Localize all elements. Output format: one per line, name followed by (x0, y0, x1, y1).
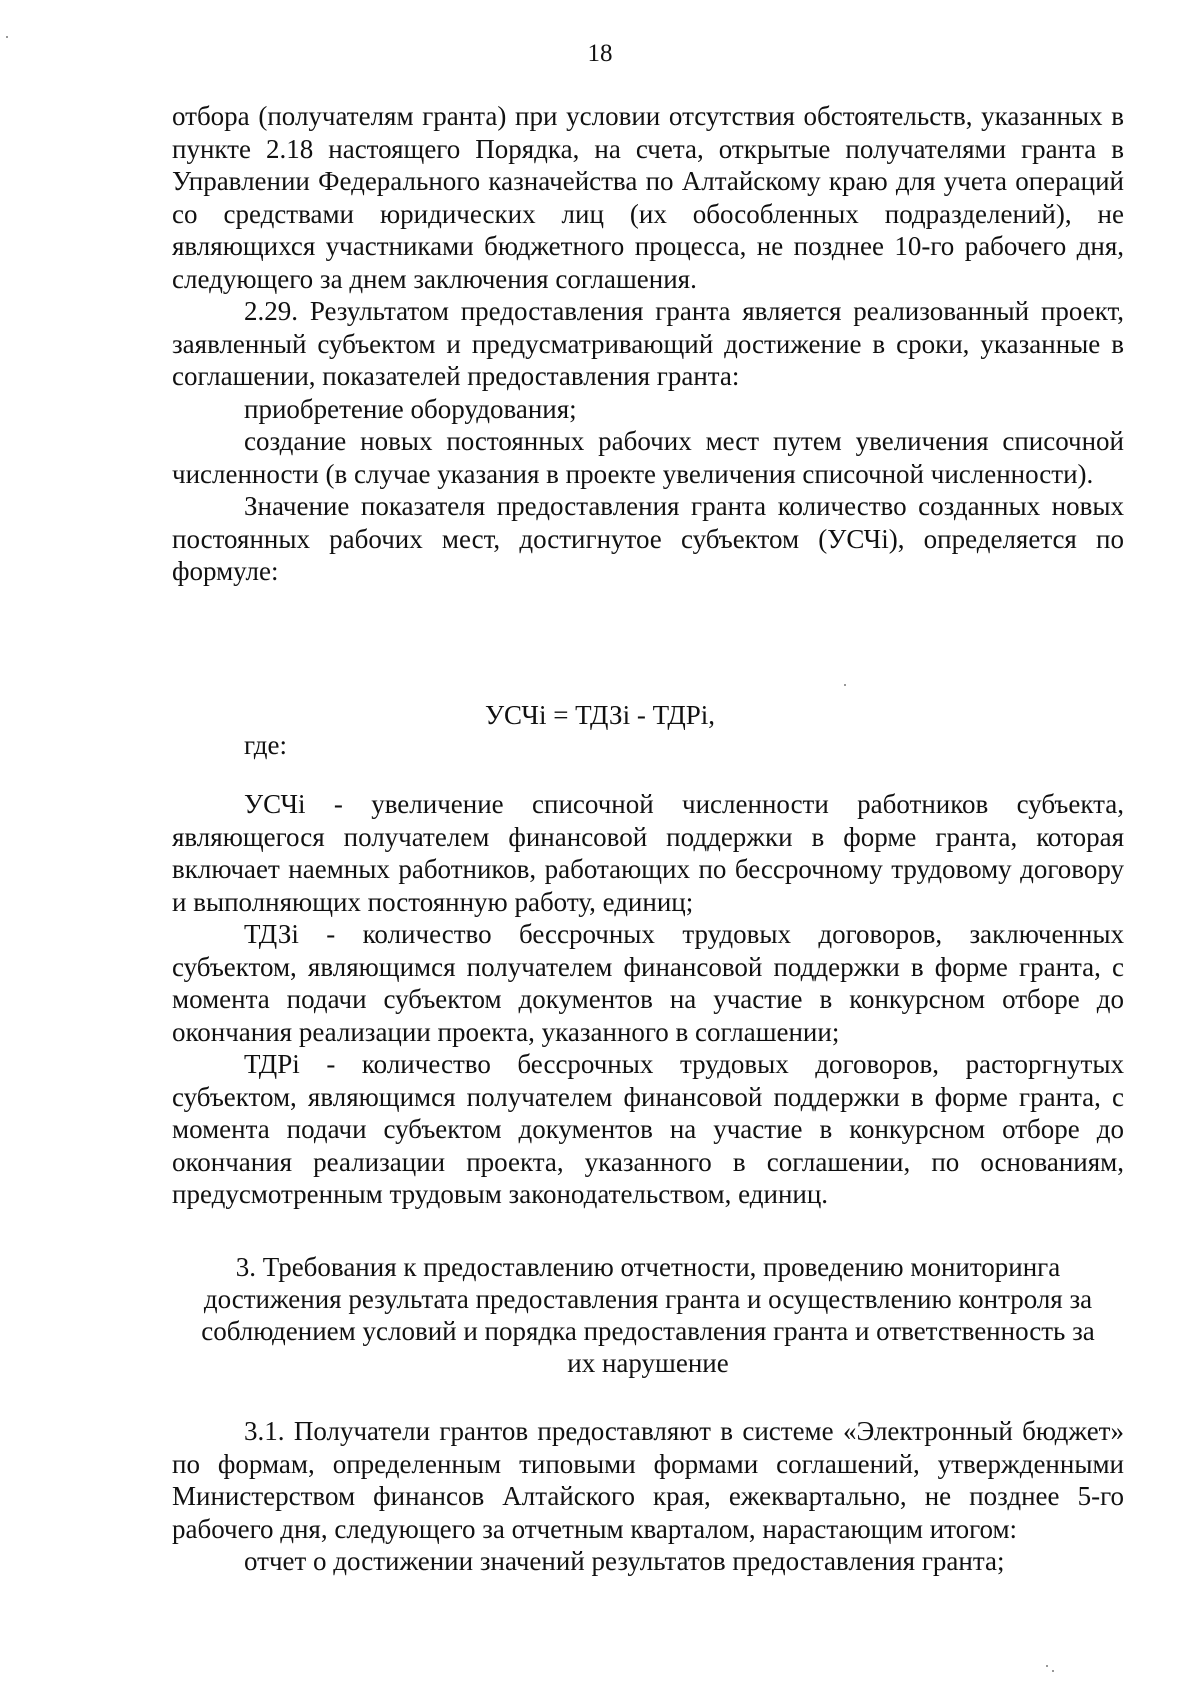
scan-speck (1052, 1670, 1054, 1672)
heading-line: 3. Требования к предоставлению отчетности, проведению мониторинга (235, 1252, 1061, 1282)
body-text-block-2 (172, 788, 1124, 1211)
section-heading (172, 1251, 1124, 1379)
scan-speck (844, 684, 846, 686)
scan-speck (6, 36, 8, 38)
formula: УСЧi = ТДЗi - ТДРi, (484, 700, 716, 730)
paragraph-2-29: 2.29. Результатом предоставления гранта является реализованный проект, заявленный субъектом и предусматривающий достижение в сроки, указанные в соглашении, показателей предоставления гранта: (172, 296, 1124, 391)
heading-line: соблюдением условий и порядка предоставления гранта и ответственность за (201, 1316, 1095, 1346)
paragraph: приобретение оборудования; (244, 393, 577, 424)
heading-line: их нарушение (567, 1348, 729, 1378)
paragraph: отчет о достижении значений результатов предоставления гранта; (244, 1546, 1005, 1576)
page-number: 18 (587, 40, 613, 67)
where-label: где: (244, 730, 287, 760)
body-text-block-3 (172, 1415, 1124, 1578)
paragraph: отбора (получателям гранта) при условии отсутствия обстоятельств, указанных в пункте 2.18 настоящего Порядка, на счета, открытые получателями гранта в Управлении Федерального казначейства по Алтайскому краю для учета операций со средствами юридических лиц (их обособленных подразделений), не являющихся участниками бюджетного процесса, не позднее 10-го рабочего дня, следующего за днем заключения соглашения. (172, 101, 1124, 294)
heading-line: достижения результата предоставления гранта и осуществлению контроля за (203, 1284, 1093, 1314)
definition-tdri: ТДРi - количество бессрочных трудовых договоров, расторгнутых субъектом, являющимся получателем финансовой поддержки в форме гранта, с момента подачи субъектом документов на участие в конкурсном отборе до окончания реализации проекта, указанного в соглашении, по основаниям, предусмотренным трудовым законодательством, единиц. (172, 1049, 1124, 1209)
definition-tdzi: ТДЗi - количество бессрочных трудовых договоров, заключенных субъектом, являющимся получателем финансовой поддержки в форме гранта, с момента подачи субъектом документов на участие в конкурсном отборе до окончания реализации проекта, указанного в соглашении; (172, 919, 1124, 1047)
scan-speck (1046, 1665, 1048, 1667)
paragraph: создание новых постоянных рабочих мест путем увеличения списочной численности (в случае указания в проекте увеличения списочной численности). (172, 426, 1124, 489)
paragraph: Значение показателя предоставления гранта количество созданных новых постоянных рабочих мест, достигнутое субъектом (УСЧi), определяется по формуле: (172, 491, 1124, 586)
paragraph-3-1: 3.1. Получатели грантов предоставляют в системе «Электронный бюджет» по формам, определенным типовыми формами соглашений, утвержденными Министерством финансов Алтайского края, ежеквартально, не позднее 5-го рабочего дня, следующего за отчетным кварталом, нарастающим итогом: (172, 1416, 1124, 1544)
definition-uschi: УСЧi - увеличение списочной численности работников субъекта, являющегося получателем финансовой поддержки в форме гранта, которая включает наемных работников, работающих по бессрочному трудовому договору и выполняющих постоянную работу, единиц; (172, 789, 1124, 917)
body-text-block-1 (172, 100, 1124, 588)
